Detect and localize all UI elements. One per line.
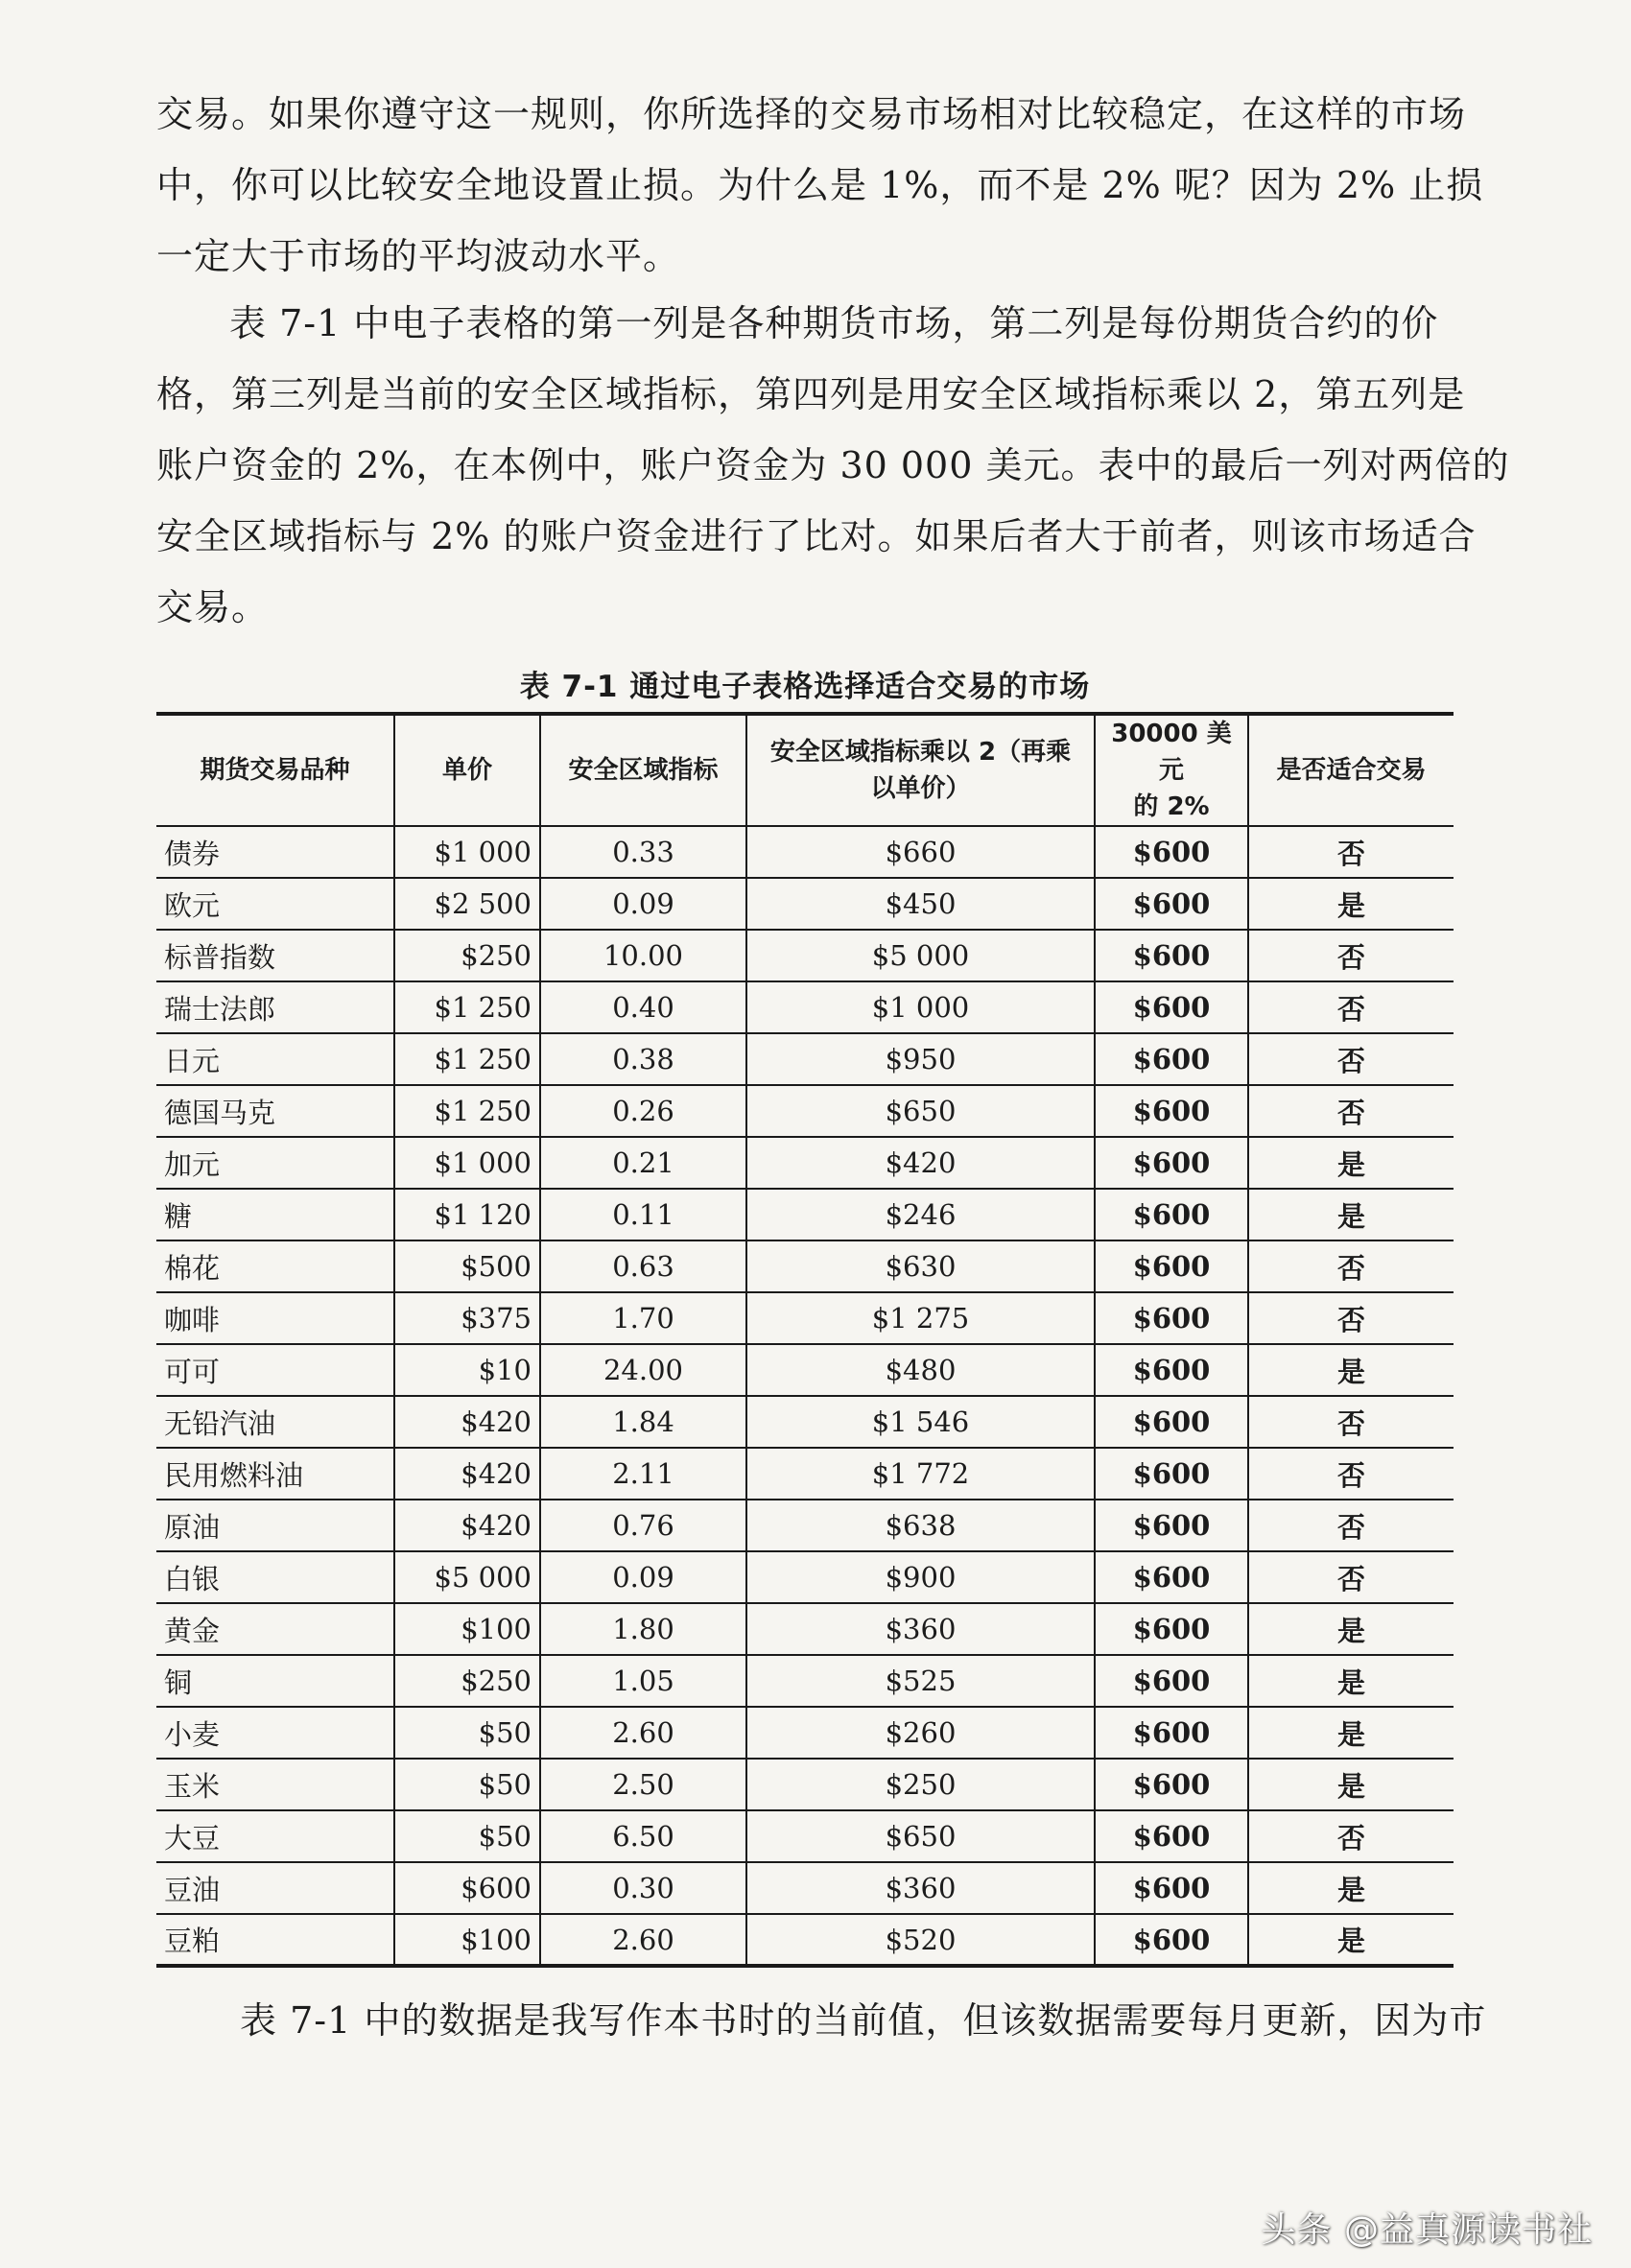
table-row bbox=[156, 930, 1454, 981]
cell-name: 可可 bbox=[156, 1344, 394, 1396]
table-row bbox=[156, 826, 1454, 878]
cell-double: $260 bbox=[746, 1707, 1095, 1759]
table-row bbox=[156, 1551, 1454, 1603]
watermark: 头条 @益真源读书社 bbox=[1261, 2210, 1593, 2250]
cell-price: $10 bbox=[394, 1344, 540, 1396]
cell-double: $360 bbox=[746, 1862, 1095, 1914]
cell-price: $375 bbox=[394, 1292, 540, 1344]
cell-safe-zone: 0.26 bbox=[540, 1085, 746, 1137]
cell-pct: $600 bbox=[1095, 878, 1248, 930]
text-line: 中，你可以比较安全地设置止损。为什么是 1%，而不是 2% 呢？因为 2% 止损 bbox=[156, 164, 1484, 206]
cell-double: $360 bbox=[746, 1603, 1095, 1655]
cell-safe-zone: 0.33 bbox=[540, 826, 746, 878]
cell-double: $660 bbox=[746, 826, 1095, 878]
cell-safe-zone: 1.80 bbox=[540, 1603, 746, 1655]
cell-name: 大豆 bbox=[156, 1810, 394, 1862]
cell-price: $420 bbox=[394, 1396, 540, 1448]
cell-safe-zone: 2.11 bbox=[540, 1448, 746, 1500]
cell-fit: 是 bbox=[1248, 1862, 1454, 1914]
table-row bbox=[156, 1137, 1454, 1189]
cell-fit: 是 bbox=[1248, 878, 1454, 930]
table-body bbox=[156, 826, 1454, 1966]
cell-name: 瑞士法郎 bbox=[156, 981, 394, 1033]
cell-pct: $600 bbox=[1095, 1189, 1248, 1240]
cell-price: $1 250 bbox=[394, 1033, 540, 1085]
table-row bbox=[156, 1603, 1454, 1655]
table-explanation-paragraph bbox=[156, 288, 1510, 643]
cell-safe-zone: 0.30 bbox=[540, 1862, 746, 1914]
header-double-line2: 以单价） bbox=[870, 774, 971, 803]
cell-safe-zone: 0.76 bbox=[540, 1500, 746, 1551]
cell-safe-zone: 2.60 bbox=[540, 1707, 746, 1759]
cell-fit: 否 bbox=[1248, 930, 1454, 981]
cell-fit: 否 bbox=[1248, 1448, 1454, 1500]
text-line: 格，第三列是当前的安全区域指标，第四列是用安全区域指标乘以 2，第五列是 bbox=[156, 373, 1466, 415]
table-row bbox=[156, 1707, 1454, 1759]
cell-safe-zone: 0.38 bbox=[540, 1033, 746, 1085]
cell-name: 欧元 bbox=[156, 878, 394, 930]
table-row bbox=[156, 1500, 1454, 1551]
table-row bbox=[156, 1240, 1454, 1292]
table-row bbox=[156, 878, 1454, 930]
text-line: 交易。如果你遵守这一规则，你所选择的交易市场相对比较稳定，在这样的市场 bbox=[156, 93, 1467, 135]
text-line: 安全区域指标与 2% 的账户资金进行了比对。如果后者大于前者，则该市场适合 bbox=[156, 515, 1477, 557]
cell-fit: 是 bbox=[1248, 1344, 1454, 1396]
cell-price: $1 000 bbox=[394, 826, 540, 878]
cell-double: $650 bbox=[746, 1085, 1095, 1137]
cell-fit: 是 bbox=[1248, 1603, 1454, 1655]
cell-double: $1 275 bbox=[746, 1292, 1095, 1344]
header-pct-line2: 的 2% bbox=[1133, 792, 1210, 821]
cell-safe-zone: 0.09 bbox=[540, 878, 746, 930]
cell-double: $246 bbox=[746, 1189, 1095, 1240]
intro-paragraph bbox=[156, 79, 1483, 292]
cell-safe-zone: 1.84 bbox=[540, 1396, 746, 1448]
cell-price: $500 bbox=[394, 1240, 540, 1292]
cell-pct: $600 bbox=[1095, 1500, 1248, 1551]
cell-price: $2 500 bbox=[394, 878, 540, 930]
table-row bbox=[156, 981, 1454, 1033]
cell-price: $50 bbox=[394, 1759, 540, 1810]
header-pct bbox=[1095, 714, 1248, 826]
cell-pct: $600 bbox=[1095, 1655, 1248, 1707]
table-row bbox=[156, 1396, 1454, 1448]
cell-pct: $600 bbox=[1095, 930, 1248, 981]
table-row bbox=[156, 1862, 1454, 1914]
cell-pct: $600 bbox=[1095, 1707, 1248, 1759]
cell-fit: 是 bbox=[1248, 1655, 1454, 1707]
cell-name: 豆粕 bbox=[164, 1925, 221, 1957]
cell-double: $5 000 bbox=[746, 930, 1095, 981]
cell-name: 玉米 bbox=[156, 1759, 394, 1810]
cell-price: $250 bbox=[394, 1655, 540, 1707]
cell-double: $450 bbox=[746, 878, 1095, 930]
header-name: 期货交易品种 bbox=[156, 714, 394, 826]
table-row bbox=[156, 1810, 1454, 1862]
cell-price: $250 bbox=[394, 930, 540, 981]
cell-price: $1 250 bbox=[394, 1085, 540, 1137]
cell-safe-zone: 0.40 bbox=[540, 981, 746, 1033]
cell-pct: $600 bbox=[1095, 1448, 1248, 1500]
cell-name: 黄金 bbox=[156, 1603, 394, 1655]
cell-pct: $600 bbox=[1095, 1759, 1248, 1810]
cell-double: $638 bbox=[746, 1500, 1095, 1551]
table-caption: 表 7-1 通过电子表格选择适合交易的市场 bbox=[519, 670, 1091, 704]
cell-double: $420 bbox=[746, 1137, 1095, 1189]
cell-name: 民用燃料油 bbox=[156, 1448, 394, 1500]
header-pct-line1: 30000 美元 bbox=[1111, 720, 1232, 785]
cell-name: 糖 bbox=[156, 1189, 394, 1240]
cell-fit: 是 bbox=[1248, 1137, 1454, 1189]
cell-pct: $600 bbox=[1095, 1603, 1248, 1655]
cell-name: 小麦 bbox=[156, 1707, 394, 1759]
cell-safe-zone: 0.11 bbox=[540, 1189, 746, 1240]
cell-pct: $600 bbox=[1095, 1085, 1248, 1137]
cell-safe-zone: 0.09 bbox=[540, 1551, 746, 1603]
cell-pct: $600 bbox=[1095, 1137, 1248, 1189]
cell-double: $525 bbox=[746, 1655, 1095, 1707]
cell-double: $900 bbox=[746, 1551, 1095, 1603]
cell-name: 铜 bbox=[156, 1655, 394, 1707]
cell-pct: $600 bbox=[1095, 826, 1248, 878]
table-row bbox=[156, 1655, 1454, 1707]
cell-fit: 否 bbox=[1248, 1033, 1454, 1085]
cell-pct: $600 bbox=[1095, 1240, 1248, 1292]
table-row bbox=[156, 1759, 1454, 1810]
table-row bbox=[156, 1344, 1454, 1396]
cell-fit: 否 bbox=[1248, 1085, 1454, 1137]
cell-double: $250 bbox=[746, 1759, 1095, 1810]
cell-fit: 否 bbox=[1248, 981, 1454, 1033]
cell-price: $50 bbox=[394, 1810, 540, 1862]
cell-double: $950 bbox=[746, 1033, 1095, 1085]
header-double-line1: 安全区域指标乘以 2（再乘 bbox=[769, 738, 1072, 767]
cell-name: 无铅汽油 bbox=[156, 1396, 394, 1448]
cell-fit: 否 bbox=[1248, 1500, 1454, 1551]
cell-name: 标普指数 bbox=[156, 930, 394, 981]
cell-price: $420 bbox=[394, 1448, 540, 1500]
table-row bbox=[156, 1085, 1454, 1137]
cell-safe-zone: 1.70 bbox=[540, 1292, 746, 1344]
followup-paragraph bbox=[240, 1985, 1486, 2056]
cell-double: $1 772 bbox=[746, 1448, 1095, 1500]
cell-price: $1 000 bbox=[394, 1137, 540, 1189]
cell-safe-zone: 10.00 bbox=[540, 930, 746, 981]
cell-price: $100 bbox=[394, 1603, 540, 1655]
cell-fit: 否 bbox=[1248, 1396, 1454, 1448]
market-selection-table bbox=[156, 712, 1454, 1968]
cell-fit: 否 bbox=[1248, 1240, 1454, 1292]
text-line: 一定大于市场的平均波动水平。 bbox=[156, 235, 681, 277]
text-line: 表 7-1 中电子表格的第一列是各种期货市场，第二列是每份期货合约的价 bbox=[229, 302, 1439, 344]
table-row bbox=[156, 1914, 1454, 1966]
text-line: 表 7-1 中的数据是我写作本书时的当前值，但该数据需要每月更新，因为市 bbox=[240, 1999, 1487, 2042]
text-line: 交易。 bbox=[156, 586, 270, 628]
cell-fit: 否 bbox=[1248, 1810, 1454, 1862]
cell-name: 白银 bbox=[156, 1551, 394, 1603]
cell-safe-zone: 2.60 bbox=[540, 1914, 746, 1966]
cell-safe-zone: 1.05 bbox=[540, 1655, 746, 1707]
table-row bbox=[156, 1189, 1454, 1240]
header-fit: 是否适合交易 bbox=[1248, 714, 1454, 826]
cell-name: 咖啡 bbox=[156, 1292, 394, 1344]
header-safe-zone: 安全区域指标 bbox=[540, 714, 746, 826]
cell-name: 日元 bbox=[156, 1033, 394, 1085]
cell-pct: $600 bbox=[1095, 1551, 1248, 1603]
cell-safe-zone: 0.21 bbox=[540, 1137, 746, 1189]
cell-price: $1 120 bbox=[394, 1189, 540, 1240]
cell-fit: 否 bbox=[1248, 1551, 1454, 1603]
cell-pct: $600 bbox=[1095, 1292, 1248, 1344]
cell-name: 原油 bbox=[156, 1500, 394, 1551]
cell-name: 加元 bbox=[156, 1137, 394, 1189]
cell-safe-zone: 0.63 bbox=[540, 1240, 746, 1292]
cell-name: 债券 bbox=[156, 826, 394, 878]
cell-pct: $600 bbox=[1095, 1033, 1248, 1085]
table-header-row bbox=[156, 714, 1454, 826]
cell-price: $1 250 bbox=[394, 981, 540, 1033]
table-row bbox=[156, 1033, 1454, 1085]
cell-price: $420 bbox=[394, 1500, 540, 1551]
cell-fit: 是 bbox=[1248, 1707, 1454, 1759]
cell-name: 豆油 bbox=[156, 1862, 394, 1914]
cell-safe-zone: 2.50 bbox=[540, 1759, 746, 1810]
cell-pct: $600 bbox=[1095, 981, 1248, 1033]
cell-double: $1 546 bbox=[746, 1396, 1095, 1448]
cell-name: 德国马克 bbox=[156, 1085, 394, 1137]
cell-fit: 否 bbox=[1248, 826, 1454, 878]
table-row bbox=[156, 1448, 1454, 1500]
table-row bbox=[156, 1292, 1454, 1344]
cell-fit: 是 bbox=[1248, 1189, 1454, 1240]
cell-pct: $600 bbox=[1095, 1344, 1248, 1396]
cell-price: $600 bbox=[394, 1862, 540, 1914]
cell-fit: 是 bbox=[1248, 1759, 1454, 1810]
cell-pct: $600 bbox=[1095, 1914, 1248, 1966]
cell-double: $650 bbox=[746, 1810, 1095, 1862]
cell-price: $100 bbox=[394, 1914, 540, 1966]
cell-pct: $600 bbox=[1095, 1810, 1248, 1862]
cell-price: $50 bbox=[394, 1707, 540, 1759]
header-double bbox=[746, 714, 1095, 826]
cell-fit: 是 bbox=[1248, 1914, 1454, 1966]
cell-safe-zone: 24.00 bbox=[540, 1344, 746, 1396]
text-line: 账户资金的 2%，在本例中，账户资金为 30 000 美元。表中的最后一列对两倍的 bbox=[156, 444, 1510, 486]
cell-safe-zone: 6.50 bbox=[540, 1810, 746, 1862]
cell-double: $480 bbox=[746, 1344, 1095, 1396]
cell-pct: $600 bbox=[1095, 1396, 1248, 1448]
cell-price: $5 000 bbox=[394, 1551, 540, 1603]
cell-double: $520 bbox=[746, 1914, 1095, 1966]
cell-double: $1 000 bbox=[746, 981, 1095, 1033]
cell-double: $630 bbox=[746, 1240, 1095, 1292]
cell-name: 棉花 bbox=[156, 1240, 394, 1292]
cell-fit: 否 bbox=[1248, 1292, 1454, 1344]
header-price: 单价 bbox=[394, 714, 540, 826]
cell-pct: $600 bbox=[1095, 1862, 1248, 1914]
